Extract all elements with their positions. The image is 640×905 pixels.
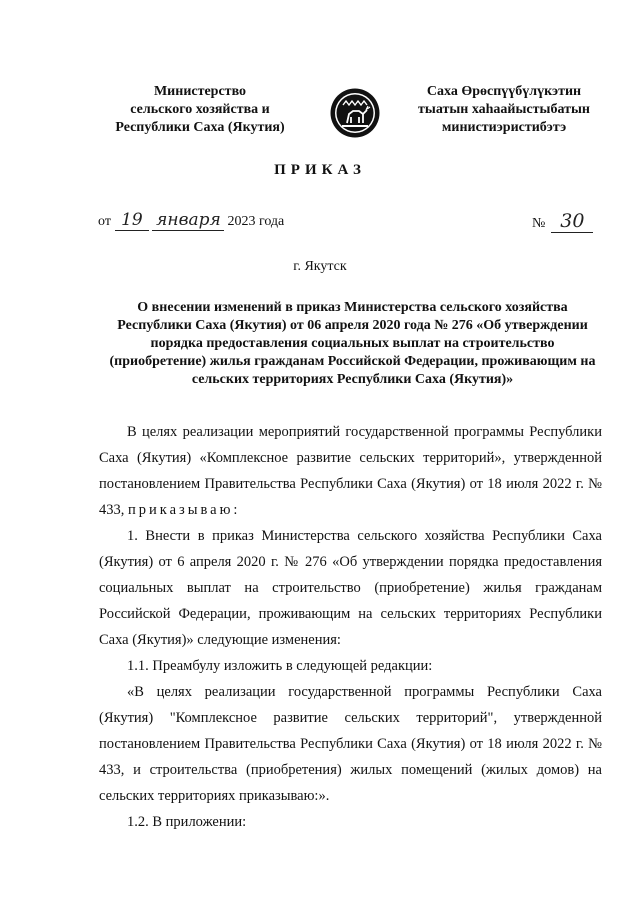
ministry-name-line: сельского хозяйства и — [130, 102, 270, 117]
intro-paragraph — [99, 419, 602, 523]
intro-text: В целях реализации мероприятий государственной программы Республики Саха (Якутия) «Комплексное развитие сельских территорий», утвержденной постановлением Правительства Республики Саха (Якутия) от 18 июля 2022 г. № 433, — [99, 424, 602, 518]
number-prefix: № — [532, 216, 546, 231]
document-title: ПРИКАЗ — [274, 162, 366, 178]
document-body — [99, 419, 602, 835]
date-year: 2023 года — [227, 214, 285, 229]
coat-of-arms-emblem — [329, 87, 381, 139]
order-number — [532, 210, 593, 233]
document-subject: О внесении изменений в приказ Министерства сельского хозяйства Республики Саха (Якутия) от 06 апреля 2020 года № 276 «Об утверждении порядка предоставления социальных выплат на строительство (приобретение) жилья гражданам Российской Федерации, проживающим на сельских территориях Республики Саха (Якутия)» — [109, 300, 596, 387]
handwritten-number: 30 — [551, 210, 593, 233]
ministry-name-line: Республики Саха (Якутия) — [115, 120, 285, 135]
ministry-name-line: тыатын хаһаайыстыбатын — [418, 102, 590, 117]
ministry-name-sakha — [404, 83, 604, 137]
paragraph-1-1: 1.1. Преамбулу изложить в следующей редакции: — [127, 658, 433, 674]
paragraph-1: 1. Внести в приказ Министерства сельского хозяйства Республики Саха (Якутия) от 6 апреля 2020 г. № 276 «Об утверждении порядка предоставления социальных выплат на строительство (приобретение) жилья гражданам Российской Федерации, проживающим на сельских территориях Республики Саха (Якутия)» следующие изменения: — [99, 528, 602, 648]
handwritten-month: января — [152, 210, 224, 231]
ministry-name-russian — [100, 83, 300, 137]
ministry-name-line: министиэристибэтэ — [441, 120, 567, 135]
quoted-preamble: «В целях реализации государственной программы Республики Саха (Якутия) "Комплексное развитие сельских территорий", утвержденной постановлением Правительства Республики Саха (Якутия) от 18 июля 2022 г. № 433, и строительства (приобретения) жилых помещений (жилых домов) на сельских территориях приказываю:». — [99, 684, 602, 804]
ministry-name-line: Министерство — [153, 84, 247, 99]
order-date — [98, 210, 284, 231]
order-word: приказываю: — [128, 502, 241, 518]
paragraph-1-2: 1.2. В приложении: — [127, 814, 247, 830]
date-prefix: от — [98, 214, 111, 229]
handwritten-day: 19 — [115, 210, 149, 231]
document-city: г. Якутск — [293, 259, 347, 274]
ministry-name-line: Саха Өрөспүүбүлүкэтин — [426, 84, 582, 99]
